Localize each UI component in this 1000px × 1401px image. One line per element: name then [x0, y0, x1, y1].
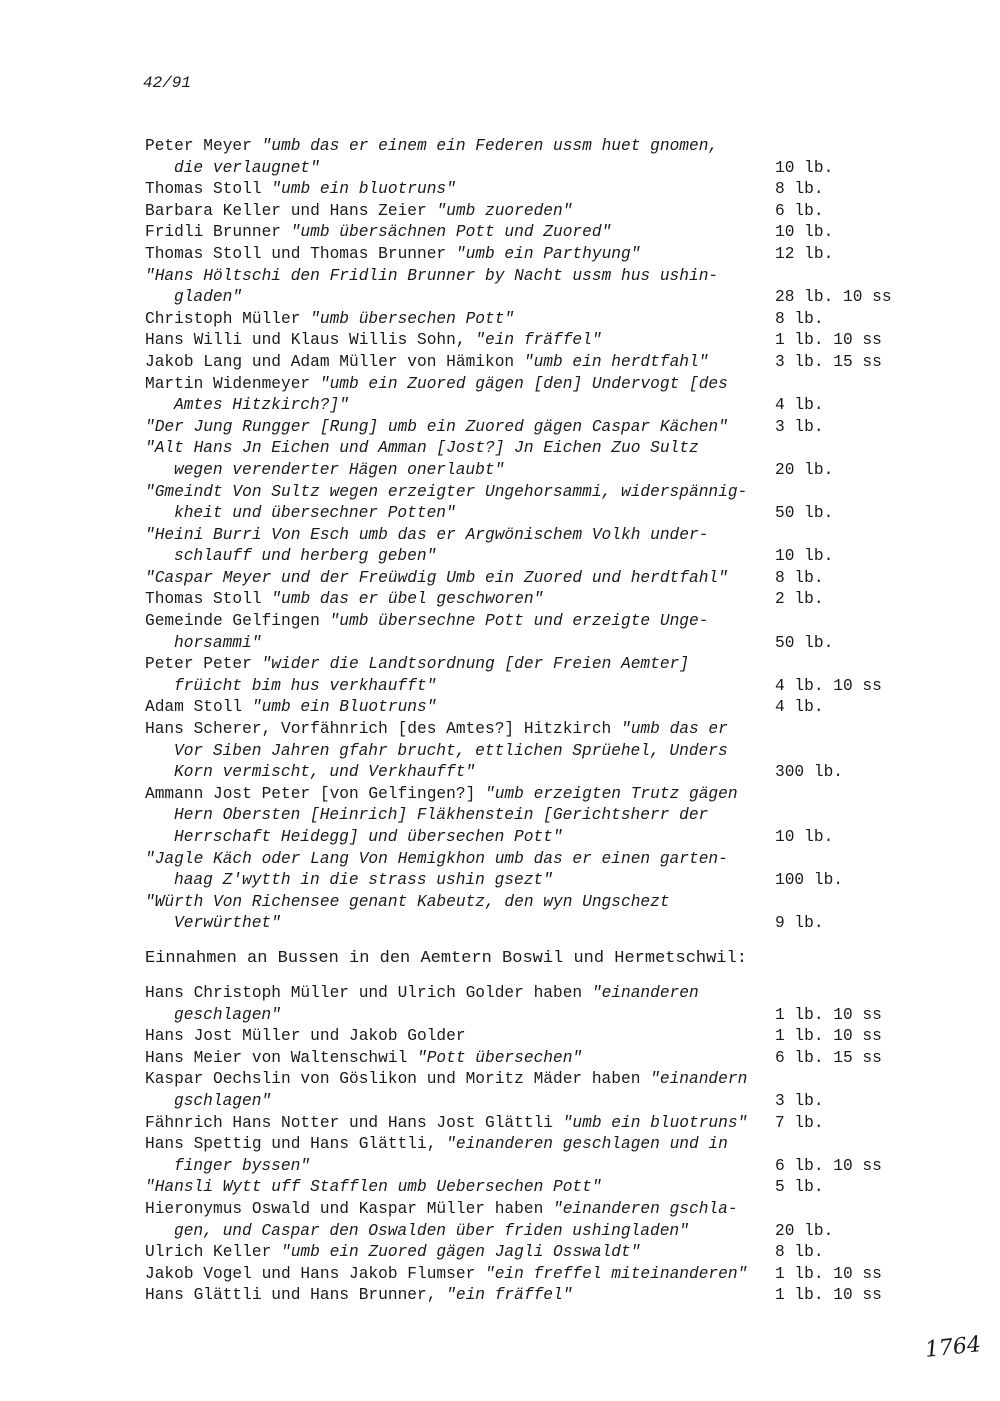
entry-line: [145, 1069, 925, 1091]
entry-quote: "einanderen: [591, 984, 699, 1002]
entry-quote: "umb übersächnen Pott und Zuored": [290, 223, 612, 242]
entry-line: [145, 805, 925, 827]
entry-quote: "umb übersechne Pott und erzeigte Unge-: [329, 612, 709, 631]
entry-quote: früicht bim hus verkhaufft": [174, 676, 437, 695]
fine-amount: 50 lb.: [775, 504, 834, 523]
entry-names: Hans Christoph Müller und Ulrich Golder haben: [145, 984, 592, 1002]
fine-entry: [145, 179, 925, 201]
entry-names: Fähnrich Hans Notter und Hans Jost Glättli: [145, 1113, 563, 1132]
entry-names: Peter Peter: [145, 655, 262, 674]
fine-entry: [145, 1177, 925, 1199]
fine-entry: [145, 1069, 925, 1112]
entry-line: [145, 374, 925, 396]
entry-quote: schlauff und herberg geben": [174, 547, 437, 566]
fine-entry: [145, 1048, 925, 1070]
fine-entry: [145, 222, 925, 244]
fine-entry: [145, 849, 925, 892]
section-heading: Einnahmen an Bussen in den Aemtern Boswil und Hermetschwil:: [145, 949, 747, 968]
fine-amount: 10 lb.: [775, 223, 834, 242]
fine-amount: 12 lb.: [775, 244, 834, 263]
entry-quote: Vor Siben Jahren gfahr brucht, ettlichen Sprüehel, Unders: [174, 741, 728, 760]
handwritten-signature: 1764: [923, 1332, 983, 1363]
entry-quote: gschlagen": [174, 1091, 272, 1110]
entry-line: [145, 611, 925, 633]
entry-quote: "Gmeindt Von Sultz wegen erzeigter Ungehorsammi, widerspännig-: [145, 482, 748, 501]
fine-entry: [145, 1134, 925, 1177]
fine-amount: 300 lb.: [775, 763, 843, 782]
entry-line: [145, 1134, 925, 1156]
entry-quote: "umb ein herdtfahl": [523, 352, 709, 371]
entry-quote: Herrschaft Heidegg] und übersechen Pott": [174, 828, 563, 846]
fine-amount: 9 lb.: [775, 914, 824, 933]
entry-line: [145, 892, 925, 914]
fine-amount: 8 lb.: [775, 180, 824, 199]
fine-amount: 1 lb. 10 ss: [775, 1264, 882, 1283]
entry-line: [145, 482, 925, 504]
entry-line: [145, 1199, 925, 1221]
fine-amount: 3 lb.: [775, 1091, 824, 1110]
fine-amount: 10 lb.: [775, 828, 834, 846]
entry-quote: "ein fräffel": [446, 1286, 573, 1305]
fine-amount: 6 lb.: [775, 201, 824, 220]
fine-amount: 4 lb.: [775, 698, 824, 717]
entry-names: Hans Willi und Klaus Willis Sohn,: [145, 331, 476, 350]
entry-names: Hans Scherer, Vorfähnrich [des Amtes?] Hitzkirch: [145, 720, 621, 739]
entry-line: [145, 525, 925, 547]
entry-quote: "umb das er übel geschworen": [271, 590, 544, 609]
fine-entry: [145, 1199, 925, 1242]
fine-amount: 8 lb.: [775, 309, 824, 328]
entry-quote: "umb ein Parthyung": [455, 244, 641, 263]
fine-entry: [145, 266, 925, 309]
fine-entry: [145, 611, 925, 654]
entry-names: Thomas Stoll: [145, 590, 272, 609]
fine-entry: [145, 719, 925, 784]
entry-line: [145, 438, 925, 460]
fine-entry: [145, 244, 925, 266]
entry-quote: "umb ein Bluotruns": [251, 698, 437, 717]
entry-quote: geschlagen": [174, 1005, 281, 1024]
fine-entry: [145, 983, 925, 1026]
fine-entry: [145, 1026, 925, 1048]
entry-quote: "umb ein Zuored gägen Jagli Osswaldt": [281, 1243, 641, 1262]
entry-quote: "wider die Landtsordnung [der Freien Aemter]: [261, 655, 689, 674]
entry-quote: Amtes Hitzkirch?]": [174, 396, 349, 415]
entry-quote: "ein fräffel": [475, 331, 602, 350]
entry-quote: finger byssen": [174, 1156, 310, 1175]
entry-quote: "umb übersechen Pott": [310, 309, 515, 328]
fine-amount: 7 lb.: [775, 1113, 824, 1132]
entry-quote: "umb zuoreden": [436, 201, 573, 220]
entry-names: Adam Stoll: [145, 698, 252, 717]
entry-names: Gemeinde Gelfingen: [145, 612, 330, 631]
entry-quote: kheit und übersechner Potten": [174, 504, 456, 523]
entry-quote: "einanderen geschlagen und in: [446, 1135, 728, 1154]
entry-names: Ammann Jost Peter [von Gelfingen?]: [145, 784, 485, 803]
entry-quote: "umb ein Zuored gägen [den] Undervogt [des: [319, 374, 728, 393]
fine-entry: [145, 1285, 925, 1307]
entry-names: Thomas Stoll und Thomas Brunner: [145, 244, 456, 263]
entry-quote: die verlaugnet": [174, 158, 320, 177]
fine-amount: 28 lb. 10 ss: [775, 288, 892, 307]
fine-amount: 20 lb.: [775, 1221, 834, 1240]
fine-entry: [145, 784, 925, 849]
fine-entry: [145, 1264, 925, 1286]
entry-quote: wegen verenderter Hägen onerlaubt": [174, 460, 505, 479]
fines-list-hitzkirch: [145, 136, 925, 935]
entry-line: [145, 849, 925, 871]
fine-entry: [145, 568, 925, 590]
fine-amount: 1 lb. 10 ss: [775, 1286, 882, 1305]
entry-quote: "Würth Von Richensee genant Kabeutz, den wyn Ungschezt: [145, 892, 670, 911]
entry-names: Martin Widenmeyer: [145, 374, 320, 393]
entry-quote: "umb ein bluotruns": [271, 180, 456, 199]
fine-entry: [145, 330, 925, 352]
entry-line: [145, 136, 925, 158]
entry-names: Hans Glättli und Hans Brunner,: [145, 1286, 447, 1305]
fine-entry: [145, 136, 925, 179]
entry-quote: "Jagle Käch oder Lang Von Hemigkhon umb das er einen garten-: [145, 849, 728, 868]
entry-names: Kaspar Oechslin von Göslikon und Moritz Mäder haben: [145, 1070, 651, 1089]
entry-names: Hans Jost Müller und Jakob Golder: [145, 1027, 466, 1046]
fine-entry: [145, 589, 925, 611]
entry-quote: "umb das er: [621, 720, 728, 739]
entry-quote: haag Z'wytth in die strass ushin gsezt": [174, 871, 553, 890]
entry-quote: "umb ein bluotruns": [562, 1113, 748, 1132]
entry-names: Barbara Keller und Hans Zeier: [145, 201, 437, 220]
fine-amount: 1 lb. 10 ss: [775, 331, 882, 350]
entry-names: Thomas Stoll: [145, 180, 272, 199]
fine-entry: [145, 1242, 925, 1264]
fine-entry: [145, 417, 925, 439]
fine-amount: 10 lb.: [775, 547, 834, 566]
entry-quote: "Der Jung Rungger [Rung] umb ein Zuored gägen Caspar Kächen": [145, 417, 728, 436]
entry-names: Jakob Vogel und Hans Jakob Flumser: [145, 1264, 485, 1283]
entry-quote: "Heini Burri Von Esch umb das er Argwönischem Volkh under-: [145, 525, 709, 544]
fine-amount: 8 lb.: [775, 568, 824, 587]
entry-line: [145, 784, 925, 806]
entry-quote: Hern Obersten [Heinrich] Fläkhenstein [Gerichtsherr der: [174, 806, 709, 825]
fine-entry: [145, 201, 925, 223]
entry-quote: "Caspar Meyer und der Freüwdig Umb ein Zuored und herdtfahl": [145, 568, 728, 587]
entry-quote: Verwürthet": [174, 914, 281, 933]
fine-amount: 8 lb.: [775, 1243, 824, 1262]
entry-quote: "Hansli Wytt uff Stafflen umb Uebersechen Pott": [145, 1178, 602, 1197]
entry-quote: gen, und Caspar den Oswalden über friden ushingladen": [174, 1221, 689, 1240]
entry-quote: "umb erzeigten Trutz gägen: [485, 784, 738, 803]
entry-quote: "umb das er einem ein Federen ussm huet gnomen,: [261, 137, 719, 155]
fines-list-boswil-hermetschwil: [145, 983, 925, 1307]
entry-quote: "Hans Höltschi den Fridlin Brunner by Nacht ussm hus ushin-: [145, 266, 719, 285]
fine-entry: [145, 309, 925, 331]
entry-quote: gladen": [174, 288, 242, 307]
fine-amount: 4 lb.: [775, 396, 824, 415]
entry-quote: "Pott übersechen": [417, 1048, 583, 1067]
fine-entry: [145, 697, 925, 719]
entry-quote: "einandern: [650, 1070, 748, 1089]
fine-entry: [145, 525, 925, 568]
fine-amount: 10 lb.: [775, 158, 834, 177]
fine-amount: 4 lb. 10 ss: [775, 676, 882, 695]
entry-quote: Korn vermischt, und Verkhaufft": [174, 763, 476, 782]
entry-line: [145, 266, 925, 288]
fine-amount: 3 lb. 15 ss: [775, 352, 882, 371]
entry-names: Jakob Lang und Adam Müller von Hämikon: [145, 352, 524, 371]
fine-amount: 20 lb.: [775, 460, 834, 479]
fine-amount: 6 lb. 15 ss: [775, 1048, 882, 1067]
page-number: 42/91: [143, 74, 192, 92]
entry-line: [145, 654, 925, 676]
fine-entry: [145, 352, 925, 374]
fine-amount: 1 lb. 10 ss: [775, 1027, 882, 1046]
fine-entry: [145, 892, 925, 935]
entry-names: Hans Spettig und Hans Glättli,: [145, 1135, 447, 1154]
fine-amount: 50 lb.: [775, 633, 834, 652]
entry-quote: horsammi": [174, 633, 262, 652]
entry-names: Fridli Brunner: [145, 223, 291, 242]
fine-amount: 1 lb. 10 ss: [775, 1005, 882, 1024]
fine-amount: 5 lb.: [775, 1178, 824, 1197]
fine-amount: 2 lb.: [775, 590, 824, 609]
entry-quote: "ein freffel miteinanderen": [485, 1264, 748, 1283]
entry-names: Hieronymus Oswald und Kaspar Müller haben: [145, 1199, 553, 1218]
entry-names: Ulrich Keller: [145, 1243, 281, 1262]
fine-entry: [145, 1113, 925, 1135]
entry-line: [145, 741, 925, 763]
entry-quote: "einanderen gschla-: [553, 1199, 738, 1218]
fine-amount: 3 lb.: [775, 417, 824, 436]
fine-amount: 100 lb.: [775, 871, 843, 890]
entry-names: Christoph Müller: [145, 309, 311, 328]
fine-entry: [145, 482, 925, 525]
fine-amount: 6 lb. 10 ss: [775, 1156, 882, 1175]
fine-entry: [145, 438, 925, 481]
entry-names: Peter Meyer: [145, 137, 262, 155]
entry-line: [145, 983, 925, 1005]
entry-line: [145, 719, 925, 741]
fine-entry: [145, 654, 925, 697]
entry-names: Hans Meier von Waltenschwil: [145, 1048, 417, 1067]
entry-quote: "Alt Hans Jn Eichen und Amman [Jost?] Jn Eichen Zuo Sultz: [145, 439, 699, 458]
fine-entry: [145, 374, 925, 417]
